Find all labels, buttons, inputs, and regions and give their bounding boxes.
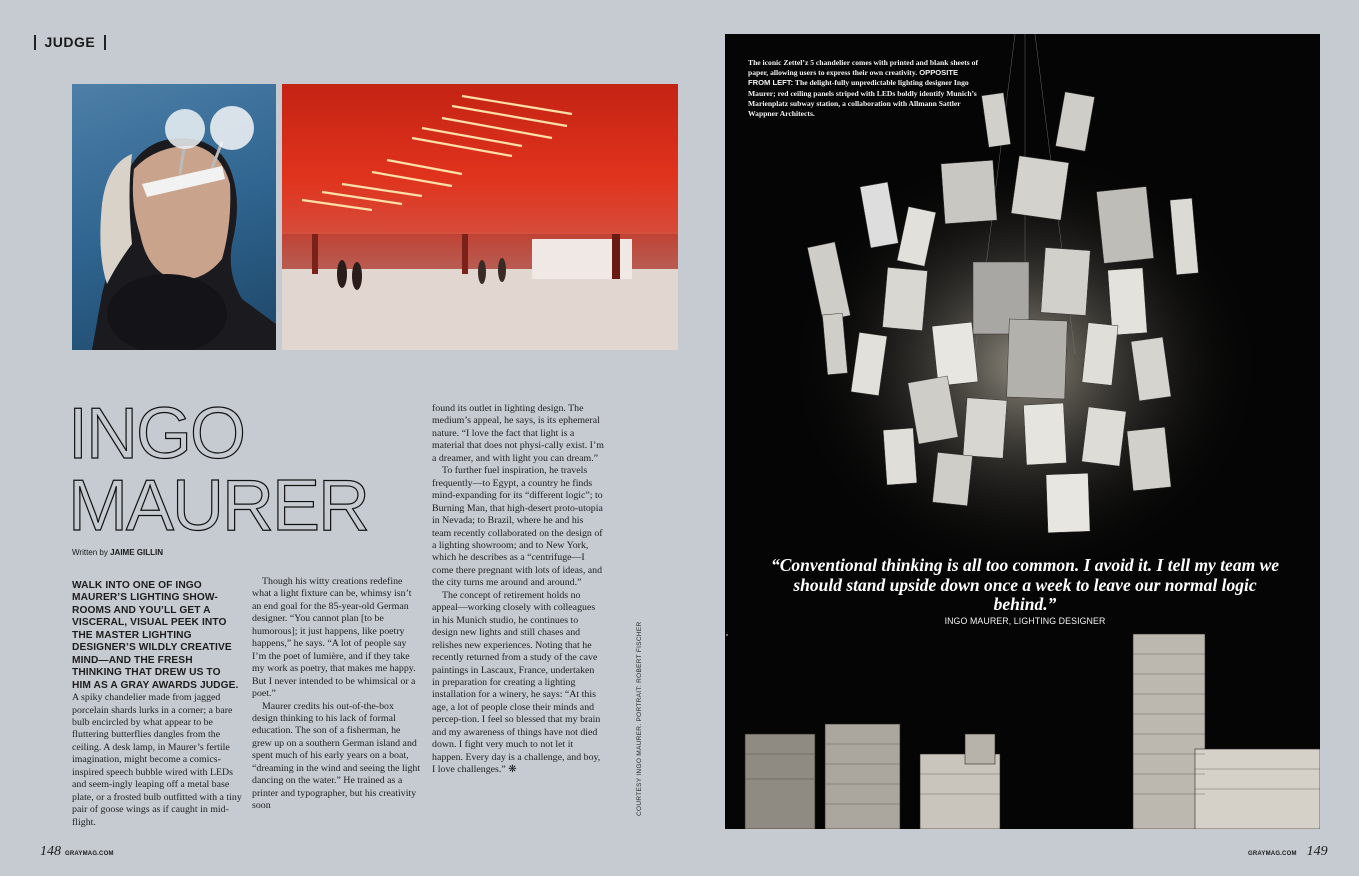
byline <box>72 548 163 557</box>
article-column-3 <box>432 403 604 777</box>
article-headline <box>68 394 369 546</box>
divider <box>34 35 36 50</box>
quote-attribution: INGO MAURER, LIGHTING DESIGNER <box>944 616 1106 626</box>
caption-text: The delight-fully unpredictable lighting designer Ingo Maurer; red ceiling panels striped with LEDs boldly identify Munich’s Marienplatz subway station, a collaboration with Allmann Sattler Wappner Architects. <box>748 78 977 119</box>
subway-station-photo <box>282 84 678 350</box>
site-link[interactable]: GRAYMAG.COM <box>1248 851 1297 857</box>
byline-prefix: Written by <box>72 548 108 557</box>
divider <box>104 35 106 50</box>
photo-caption <box>748 58 978 119</box>
caption-text: The iconic Zettel’z 5 chandelier comes with printed and blank sheets of paper, allowing users to express their own creativity. <box>748 58 978 78</box>
footer-left <box>40 844 114 860</box>
chandelier-photo <box>725 34 1320 829</box>
pull-quote: “Conventional thinking is all too common. I avoid it. I tell my team we should stand upside down once a week to leave our normal logic behind.” <box>770 555 1280 614</box>
section-label-text: JUDGE <box>44 34 96 50</box>
headline-line: INGO <box>68 394 245 474</box>
byline-author: JAIME GILLIN <box>110 548 163 557</box>
paragraph: Though his witty creations redefine what a light fixture can be, whimsy isn’t an end goal for the 85-year-old German designer. “You cannot plan [to be humorous]; it just happens, like poetry happens,” he says. “A lot of people say I’m the poet of lumière, and if they take my work as poetry, that makes me happy. But I never intended to be whimsical or a poet.” <box>252 576 416 700</box>
caption-label: OPPOSITE FROM LEFT: <box>748 68 959 88</box>
paragraph: Maurer credits his out-of-the-box design thinking to his lack of formal education. The son of a fisherman, he grew up on a southern German island and spent much of his early years on a boat, “dreaming in the wind and seeing the light dancing on the water.” He trained as a printer and typographer, but his creativity soon <box>252 700 421 812</box>
body-text: A spiky chandelier made from jagged porcelain shards lurks in a corner; a bare bulb encircled by what appear to be fluttering butterflies dangles from the ceiling. A desk lamp, in Maurer’s fertile imagination, might become a comics-inspired speech bubble wired with LEDs and seem-ingly leaping off a metal base plate, or a frosted bulb outfitted with a tiny pair of goose wings as if caught in mid-flight. <box>72 692 242 828</box>
headline-line: MAURER <box>68 466 369 546</box>
portrait-photo <box>72 84 276 350</box>
site-link[interactable]: GRAYMAG.COM <box>65 851 114 857</box>
photo-credit: COURTESY INGO MAURER. PORTRAIT: ROBERT FISCHER <box>636 621 643 816</box>
article-column-2 <box>252 576 422 813</box>
page-number: 149 <box>1306 844 1328 859</box>
paragraph: found its outlet in lighting design. The medium’s appeal, he says, is its ephemeral nature. “I love the fact that light is a material that does not physi-cally exist. I’m a dreamer, and with light you can dream.” <box>432 403 604 464</box>
paragraph: The concept of retirement holds no appeal—working closely with colleagues in his Munich studio, he continues to design new lights and still chases and relishes new experiences. Noting that he recently returned from a study of the cave paintings in Lascaux, France, undertaken in preparation for creating a lighting installation for a winery, he says: “At this age, a lot of people close their minds and percep-tion. I feel so blessed that my brain and my awareness of things have not died down. I fight very much to not let it happen. Every day is a challenge, and boy, I love challenges.” ❋ <box>432 589 601 776</box>
footer-right <box>1248 844 1328 860</box>
section-label <box>34 32 106 52</box>
article-column-1 <box>72 580 242 829</box>
lede-text: WALK INTO ONE OF INGO MAURER’S LIGHTING SHOW-ROOMS AND YOU’LL GET A VISCERAL, VISUAL PEEK INTO THE MASTER LIGHTING DESIGNER’S WILDLY CREATIVE MIND—AND THE FRESH THINKING THAT DREW US TO HIM AS A GRAY AWARDS JUDGE. <box>72 580 239 691</box>
page-number: 148 <box>40 844 61 859</box>
paragraph: To further fuel inspiration, he travels frequently—to Egypt, a country he finds mind-expanding for its “different logic”; to Burning Man, that high-desert proto-utopia in Nevada; to Brazil, where he and his team recently collaborated on the design of a lighting showroom; and to New York, which he describes as a “centrifuge—I come there pregnant with lots of ideas, and the city turns me around and around.” <box>432 465 603 589</box>
